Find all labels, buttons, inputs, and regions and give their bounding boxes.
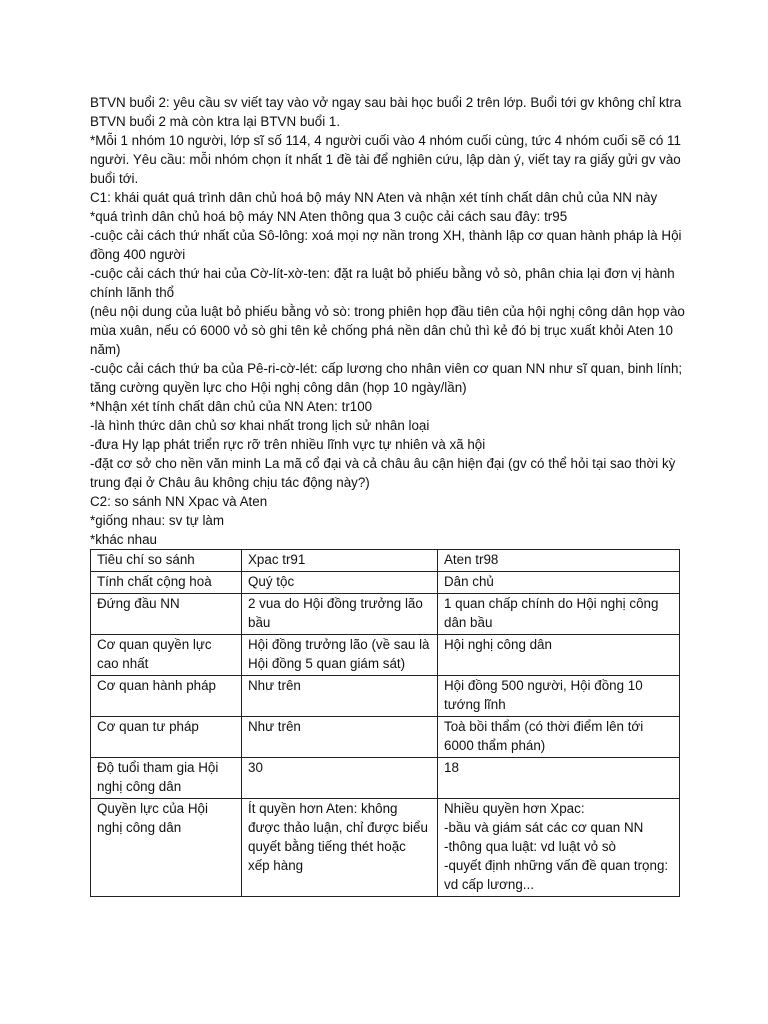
paragraph: (nêu nội dung của luật bỏ phiếu bằng vỏ sò: trong phiên họp đầu tiên của hội nghị công dân họp vào mùa xuân, nếu có 6000 vỏ sò ghi tên kẻ chống phá nền dân chủ thì kẻ đó bị trục xuất khỏi Aten 10 năm) (90, 304, 689, 357)
sparta-cell: Quý tộc (242, 572, 438, 594)
athens-cell: Hội đồng 500 người, Hội đồng 10 tướng lĩnh (438, 676, 680, 717)
paragraph: *quá trình dân chủ hoá bộ máy NN Aten thông qua 3 cuộc cải cách sau đây: tr95 (90, 209, 568, 224)
sparta-cell: Như trên (242, 676, 438, 717)
paragraph: -đặt cơ sở cho nền văn minh La mã cổ đại và cả châu âu cận hiện đại (gv có thể hỏi tại sao thời kỳ trung đại ở Châu âu không chịu tác động này?) (90, 456, 680, 490)
cell-line: -thông qua luật: vd luật vỏ sò (444, 839, 616, 854)
paragraph: -là hình thức dân chủ sơ khai nhất trong lịch sử nhân loại (90, 418, 430, 433)
paragraph: *giống nhau: sv tự làm (90, 513, 225, 528)
paragraph: BTVN buổi 2: yêu cầu sv viết tay vào vở ngay sau bài học buổi 2 trên lớp. Buổi tới gv không chỉ ktra BTVN buổi 2 mà còn ktra lại BTVN buổi 1. (90, 95, 686, 129)
criteria-cell: Đứng đầu NN (91, 594, 242, 635)
athens-cell: 1 quan chấp chính do Hội nghị công dân bầu (438, 594, 680, 635)
header-athens: Aten tr98 (438, 550, 680, 572)
cell-line: -bầu và giám sát các cơ quan NN (444, 820, 644, 835)
paragraph: -cuộc cải cách thứ hai của Cờ-lít-xờ-ten: đặt ra luật bỏ phiếu bằng vỏ sò, phân chia lại đơn vị hành chính lãnh thổ (90, 266, 679, 300)
sparta-cell: Hội đồng trưởng lão (về sau là Hội đồng 5 quan giám sát) (242, 635, 438, 676)
table-row (91, 594, 680, 635)
header-criteria: Tiêu chí so sánh (91, 550, 242, 572)
table-header-row (91, 550, 680, 572)
athens-cell: Dân chủ (438, 572, 680, 594)
paragraph-list (90, 93, 690, 549)
table-header (91, 550, 680, 572)
header-sparta: Xpac tr91 (242, 550, 438, 572)
comparison-table (90, 549, 680, 897)
sparta-cell: Ít quyền hơn Aten: không được thảo luận, chỉ được biểu quyết bằng tiếng thét hoặc xếp hàng (242, 799, 438, 897)
table-body (91, 572, 680, 897)
paragraph: -cuộc cải cách thứ nhất của Sô-lông: xoá mọi nợ nần trong XH, thành lập cơ quan hành pháp là Hội đồng 400 người (90, 228, 686, 262)
cell-line: -quyết định những vấn đề quan trọng: vd cấp lương... (444, 858, 669, 892)
athens-cell (438, 799, 680, 897)
paragraph: C2: so sánh NN Xpac và Aten (90, 494, 268, 509)
paragraph: C1: khái quát quá trình dân chủ hoá bộ máy NN Aten và nhận xét tính chất dân chủ của NN này (90, 190, 658, 205)
criteria-cell: Tính chất cộng hoà (91, 572, 242, 594)
cell-line: Nhiều quyền hơn Xpac: (444, 801, 585, 816)
paragraph: -đưa Hy lạp phát triển rực rỡ trên nhiều lĩnh vực tự nhiên và xã hội (90, 437, 486, 452)
document-body (90, 93, 690, 897)
criteria-cell: Cơ quan hành pháp (91, 676, 242, 717)
criteria-cell: Độ tuổi tham gia Hội nghị công dân (91, 758, 242, 799)
criteria-cell: Cơ quan quyền lực cao nhất (91, 635, 242, 676)
sparta-cell: 30 (242, 758, 438, 799)
paragraph: *Mỗi 1 nhóm 10 người, lớp sĩ số 114, 4 người cuối vào 4 nhóm cuối cùng, tức 4 nhóm cuối sẽ có 11 người. Yêu cầu: mỗi nhóm chọn ít nhất 1 đề tài để nghiên cứu, lập dàn ý, viết tay ra giấy gửi gv vào buổi tới. (90, 133, 685, 186)
athens-cell: Hội nghị công dân (438, 635, 680, 676)
table-row (91, 799, 680, 897)
table-row (91, 676, 680, 717)
criteria-cell: Quyền lực của Hội nghị công dân (91, 799, 242, 897)
table-row (91, 758, 680, 799)
criteria-cell: Cơ quan tư pháp (91, 717, 242, 758)
sparta-cell: Như trên (242, 717, 438, 758)
athens-cell: 18 (438, 758, 680, 799)
paragraph: -cuộc cải cách thứ ba của Pê-ri-cờ-lét: cấp lương cho nhân viên cơ quan NN như sĩ quan, binh lính; tăng cường quyền lực cho Hội nghị công dân (họp 10 ngày/lần) (90, 361, 686, 395)
table-row (91, 717, 680, 758)
table-row (91, 635, 680, 676)
sparta-cell: 2 vua do Hội đồng trưởng lão bầu (242, 594, 438, 635)
paragraph: *khác nhau (90, 532, 158, 547)
paragraph: *Nhận xét tính chất dân chủ của NN Aten: tr100 (90, 399, 373, 414)
table-row (91, 572, 680, 594)
athens-cell: Toà bồi thẩm (có thời điểm lên tới 6000 thẩm phán) (438, 717, 680, 758)
